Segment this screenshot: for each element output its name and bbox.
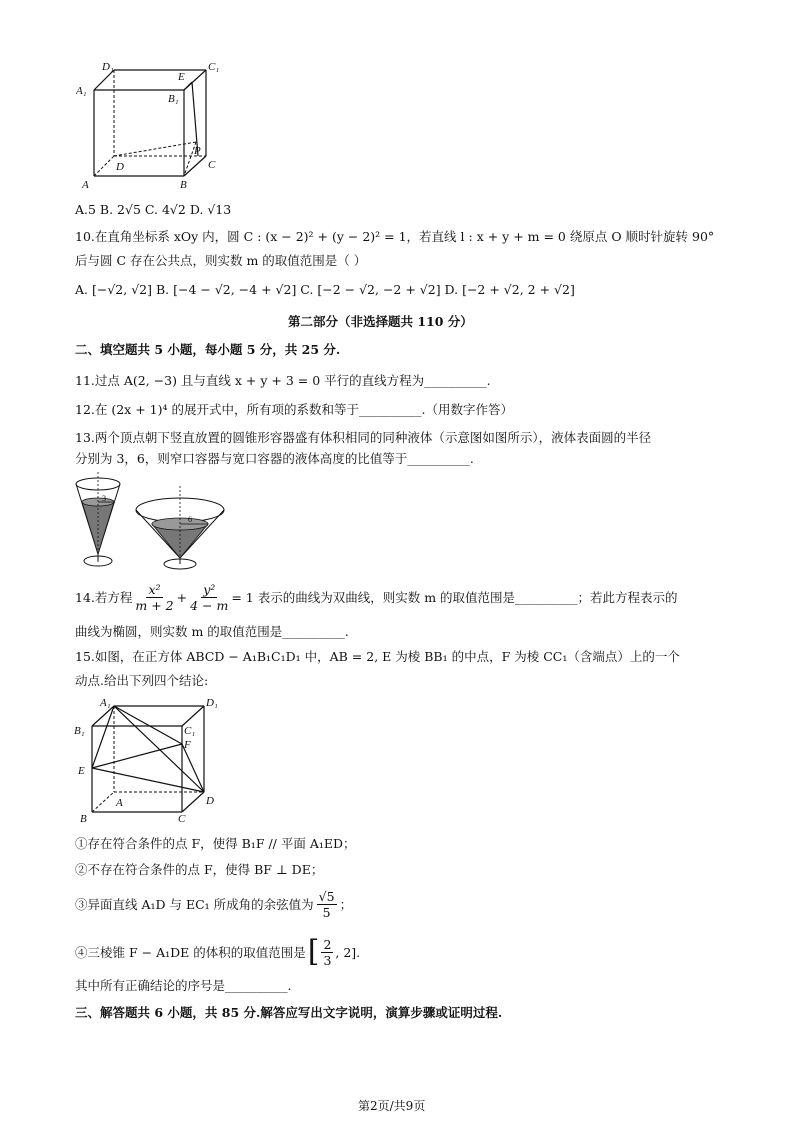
- q15-c4-den: 3: [323, 952, 332, 968]
- fig9-label-P: P: [194, 145, 201, 157]
- q14-mid: = 1 表示的曲线为双曲线，则实数 m 的取值范围是__________；若此方程表示的: [231, 590, 678, 605]
- q14-frac2: [190, 582, 228, 613]
- q10-line1: 10.在直角坐标系 xOy 内，圆 C : (x − 2)² + (y − 2)² = 1，若直线 l : x + y + m = 0 绕原点 O 顺时针旋转 90°: [75, 229, 715, 244]
- q13-radius-6: 6: [188, 515, 192, 524]
- q14-line2: 曲线为椭圆，则实数 m 的取值范围是__________.: [75, 624, 349, 639]
- q15-c3-suffix: ；: [339, 897, 353, 912]
- q15-cube-figure: [74, 696, 224, 824]
- q15-c4-num: 2: [323, 936, 332, 952]
- fig9-label-D1: D₁: [102, 61, 114, 73]
- q15-final: 其中所有正确结论的序号是__________.: [75, 978, 292, 993]
- q15-c4-prefix: ④三棱锥 F − A₁DE 的体积的取值范围是: [75, 945, 306, 960]
- q15-c4-suffix: , 2].: [335, 944, 361, 960]
- fig15-label-C: C: [178, 813, 186, 824]
- fig9-label-A: A: [82, 179, 89, 191]
- fig15-label-B1: B₁: [74, 725, 85, 737]
- q13-line2: 分别为 3，6，则窄口容器与宽口容器的液体高度的比值等于__________.: [75, 451, 474, 466]
- q15-c3-prefix: ③异面直线 A₁D 与 EC₁ 所成角的余弦值为: [75, 897, 314, 912]
- fig15-label-A: A: [116, 797, 123, 809]
- fig9-label-C1: C₁: [208, 61, 220, 73]
- q10-line2: 后与圆 C 存在公共点，则实数 m 的取值范围是（ ）: [75, 253, 367, 268]
- fig9-label-D: D: [116, 161, 124, 173]
- q15-conclusion-1: ①存在符合条件的点 F，使得 B₁F // 平面 A₁ED；: [75, 836, 356, 851]
- q14-plus: +: [176, 589, 188, 605]
- q14-frac2-num: y²: [203, 581, 216, 597]
- q15-line2: 动点.给出下列四个结论:: [75, 673, 209, 688]
- q14-frac1-den: m + 2: [135, 597, 174, 613]
- q14-line1: [75, 578, 678, 616]
- q15-conclusion-3: [75, 884, 352, 924]
- q12: 12.在 (2x + 1)⁴ 的展开式中，所有项的系数和等于__________.（用数字作答）: [75, 402, 513, 417]
- fig15-label-E: E: [78, 765, 85, 777]
- q13-cones-figure: [72, 472, 242, 572]
- part2-title: 第二部分（非选择题共 110 分）: [288, 314, 473, 329]
- q10-options: A. [−√2, √2] B. [−4 − √2, −4 + √2] C. [−2 − √2, −2 + √2] D. [−2 + √2, 2 + √2]: [75, 282, 575, 297]
- q11: 11.过点 A(2, −3) 且与直线 x + y + 3 = 0 平行的直线方程为__________.: [75, 373, 491, 388]
- q15-c4-frac: [321, 937, 333, 968]
- q14-frac2-den: 4 − m: [190, 597, 229, 613]
- fig9-label-E: E: [178, 71, 185, 83]
- q9-cube-figure: [76, 60, 226, 192]
- q15-c3-frac: [317, 889, 337, 920]
- fig15-label-C1: C₁: [184, 725, 196, 737]
- q13-line1: 13.两个顶点朝下竖直放置的圆锥形容器盛有体积相同的同种液体（示意图如图所示），液体表面圆的半径: [75, 430, 652, 445]
- q14-prefix: 14.若方程: [75, 590, 133, 605]
- q15-c4-bracket: [: [307, 934, 320, 969]
- fig15-label-D1: D₁: [206, 697, 218, 709]
- q9-options: A.5 B. 2√5 C. 4√2 D. √13: [75, 202, 232, 217]
- section3-header: 三、解答题共 6 小题，共 85 分.解答应写出文字说明，演算步骤或证明过程.: [75, 1005, 503, 1020]
- page-footer: 第2页/共9页: [358, 1099, 426, 1113]
- q14-frac1: [135, 582, 173, 613]
- q15-conclusion-4: [75, 932, 360, 972]
- fig15-label-F: F: [184, 739, 191, 751]
- q15-c3-num: √5: [318, 888, 335, 904]
- q15-c3-den: 5: [322, 904, 331, 920]
- q13-radius-3: 3: [102, 494, 106, 503]
- q14-frac1-num: x²: [148, 581, 161, 597]
- q15-conclusion-2: ②不存在符合条件的点 F，使得 BF ⊥ DE；: [75, 862, 324, 877]
- fig9-label-B: B: [180, 179, 187, 191]
- fig15-label-A1: A₁: [100, 697, 111, 709]
- fig9-label-A1: A₁: [76, 85, 87, 97]
- fig9-label-B1: B₁: [168, 93, 179, 105]
- section2-header: 二、填空题共 5 小题，每小题 5 分，共 25 分.: [75, 342, 341, 357]
- fig15-label-D: D: [206, 795, 214, 807]
- q15-line1: 15.如图，在正方体 ABCD − A₁B₁C₁D₁ 中，AB = 2, E 为棱 BB₁ 的中点，F 为棱 CC₁（含端点）上的一个: [75, 649, 680, 664]
- fig15-label-B: B: [80, 813, 87, 824]
- fig9-label-C: C: [208, 159, 216, 171]
